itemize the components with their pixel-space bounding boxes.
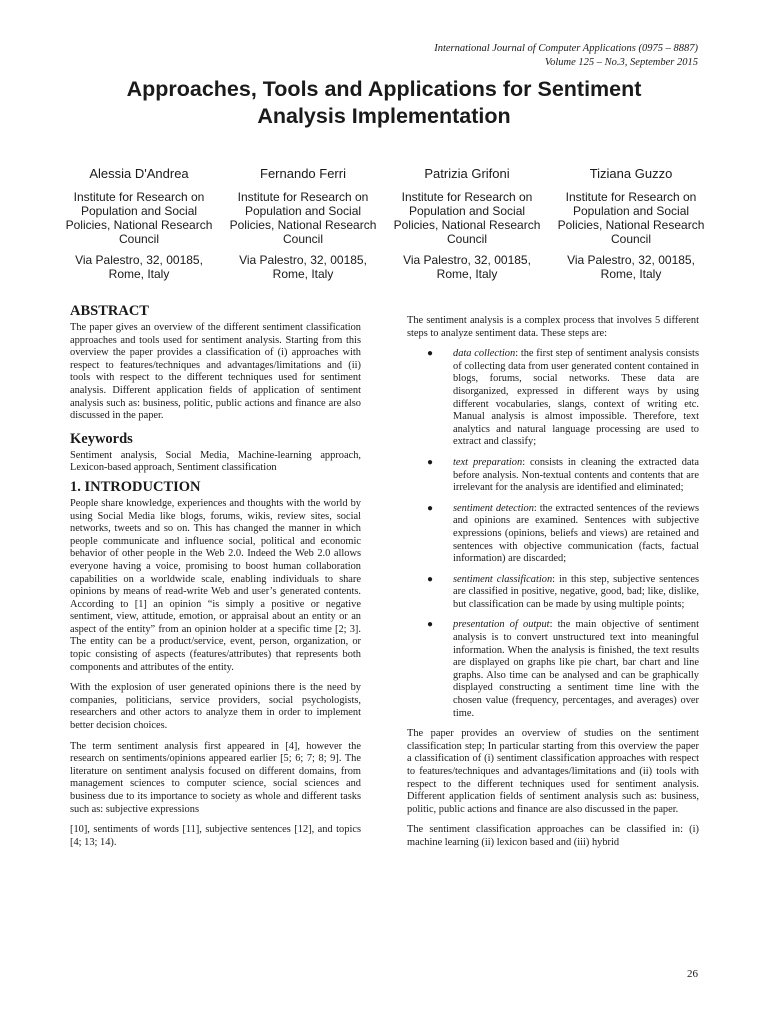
author-4 bbox=[556, 166, 706, 281]
right-column bbox=[407, 315, 699, 858]
intro-paragraph-3: The term sentiment analysis first appeared in [4], however the research on sentiments/opinions appeared earlier [5; 6; 7; 8; 9]. The literature on sentiment analysis focused on different domains, from management sciences to computer science, social sciences and business due to its importance to society as whole and different tasks such as: subjective expressions bbox=[70, 740, 361, 815]
paper-title bbox=[60, 76, 708, 130]
journal-name: International Journal of Computer Applications (0975 – 8887) bbox=[434, 43, 698, 54]
author-address: Via Palestro, 32, 00185, Rome, Italy bbox=[239, 253, 367, 281]
author-address: Via Palestro, 32, 00185, Rome, Italy bbox=[567, 253, 695, 281]
author-affiliation: Institute for Research on Population and Social Policies, National Research Council bbox=[393, 190, 541, 246]
author-name: Fernando Ferri bbox=[260, 166, 346, 181]
step-text: : the first step of sentiment analysis consists of collecting data from user generated content contained in blogs, forums, social networks. These data are disorganized, expressed in different ways by using different vocabularies, slangs, context of writing etc. Manual analysis is almost impossible. Therefore, text analytics and natural language processing are used to extract and classify; bbox=[453, 348, 699, 448]
intro-paragraph-1: People share knowledge, experiences and thoughts with the world by using Social Media like blogs, forums, wikis, review sites, social networks, tweets and so on. This has changed the manner in which people communicate and influence social, political and economic behavior of other people in the Web 2.0. Indeed the Web 2.0 allows everyone having a voice, promising to boost human collaboration capabilities on a worldwide scale, enabling individuals to share opinions by means of read-write Web and user’s generated contents. According to [1] an opinion “is simply a positive or negative sentiment, view, attitude, emotion, or appraisal about an entity or an aspect of the entity” from an opinion holder at a specific time [2; 3]. The entity can be a product/service, event, person, organization, or topic consisting of aspects (features/attributes) that represents both components and attributes of the entity. bbox=[70, 497, 361, 673]
introduction-heading: 1. INTRODUCTION bbox=[70, 478, 201, 495]
journal-header bbox=[434, 42, 698, 70]
author-2 bbox=[228, 166, 378, 281]
author-affiliation: Institute for Research on Population and Social Policies, National Research Council bbox=[557, 190, 705, 246]
intro-paragraph-2: With the explosion of user generated opinions there is the need by companies, politicians, service providers, social psychologists, researchers and other actors to analyze them in order to implement better decision choices. bbox=[70, 682, 361, 732]
list-item bbox=[407, 348, 699, 449]
intro-paragraph-4: [10], sentiments of words [11], subjective sentences [12], and topics [4; 13; 14). bbox=[70, 824, 361, 848]
title-line-1: Approaches, Tools and Applications for Sentiment bbox=[126, 77, 642, 101]
step-text: : in this step, subjective sentences are classified in positive, negative, good, bad; like, dislike, but classification can be made by using multiple points; bbox=[453, 573, 699, 610]
bullet-icon: ● bbox=[427, 619, 434, 631]
step-text: : the extracted sentences of the reviews and opinions are examined. Sentences with subjective expressions (opinions, beliefs and views) are retained and sentences with objective communication (facts, factual information) are discarded; bbox=[453, 502, 699, 565]
journal-volume: Volume 125 – No.3, September 2015 bbox=[544, 57, 698, 68]
author-affiliation: Institute for Research on Population and Social Policies, National Research Council bbox=[229, 190, 377, 246]
author-1 bbox=[64, 166, 214, 281]
author-3 bbox=[392, 166, 542, 281]
keywords-heading: Keywords bbox=[70, 430, 133, 447]
author-address: Via Palestro, 32, 00185, Rome, Italy bbox=[75, 253, 203, 281]
list-item bbox=[407, 574, 699, 612]
bullet-icon: ● bbox=[427, 348, 434, 360]
step-term: sentiment classification bbox=[453, 573, 553, 585]
left-column bbox=[70, 303, 361, 857]
step-text: : consists in cleaning the extracted data before analysis. Non-textual contents and contents that are irrelevant for the analysis are identified and eliminated; bbox=[453, 456, 699, 494]
author-affiliation: Institute for Research on Population and Social Policies, National Research Council bbox=[65, 190, 213, 246]
bullet-icon: ● bbox=[427, 573, 434, 585]
step-text: : the main objective of sentiment analysis is to convert unstructured text into meaningful information. When the analysis is finished, the text results are displayed on graphs like pie chart, bar chart and line graphs. Also time can be analysed and can be graphically displayed constructing a sentiment time line with the chosen value (frequency, percentages, and averages) over time. bbox=[453, 619, 699, 719]
approaches-paragraph: The sentiment classification approaches can be classified in: (i) machine learning (ii) lexicon based and (iii) hybrid bbox=[407, 824, 699, 848]
author-name: Patrizia Grifoni bbox=[424, 166, 510, 181]
bullet-icon: ● bbox=[427, 456, 434, 468]
author-address: Via Palestro, 32, 00185, Rome, Italy bbox=[403, 253, 531, 281]
step-term: data collection bbox=[453, 348, 516, 360]
author-block bbox=[64, 166, 706, 281]
overview-paragraph: The paper provides an overview of studies on the sentiment classification step; In particular starting from this overview the paper a classification of (i) sentiment classification approaches with respect to features/techniques and advantages/limitations and (ii) tools with respect to the different techniques used for sentiment analysis. Different application fields of sentiment analysis such as: business, politic, public actions and finance are also discussed in the paper. bbox=[407, 728, 699, 815]
keywords-text: Sentiment analysis, Social Media, Machine-learning approach, Lexicon-based approach, Sentiment classification bbox=[70, 449, 361, 474]
steps-intro: The sentiment analysis is a complex process that involves 5 different steps to analyze sentiment data. These steps are: bbox=[407, 315, 699, 339]
list-item bbox=[407, 503, 699, 566]
abstract-heading: ABSTRACT bbox=[70, 303, 149, 319]
step-term: presentation of output bbox=[453, 619, 550, 631]
author-name: Tiziana Guzzo bbox=[589, 166, 673, 181]
author-name: Alessia D'Andrea bbox=[89, 166, 189, 181]
title-line-2: Analysis Implementation bbox=[257, 104, 511, 128]
list-item bbox=[407, 619, 699, 720]
step-term: text preparation bbox=[453, 456, 523, 468]
steps-list bbox=[407, 348, 699, 720]
page-number: 26 bbox=[687, 968, 698, 980]
list-item bbox=[407, 457, 699, 495]
abstract-text: The paper gives an overview of the different sentiment classification approaches and tools used for sentiment analysis. Starting from this overview the paper provides a classification of (i) approaches with respect to features/techniques and advantages/limitations and (ii) tools with respect to the different techniques used for sentiment analysis. Different application fields of application of sentiment analysis such as: business, politic, public actions and finance are also discussed in the paper. bbox=[70, 322, 361, 422]
bullet-icon: ● bbox=[427, 502, 434, 514]
step-term: sentiment detection bbox=[453, 502, 534, 514]
